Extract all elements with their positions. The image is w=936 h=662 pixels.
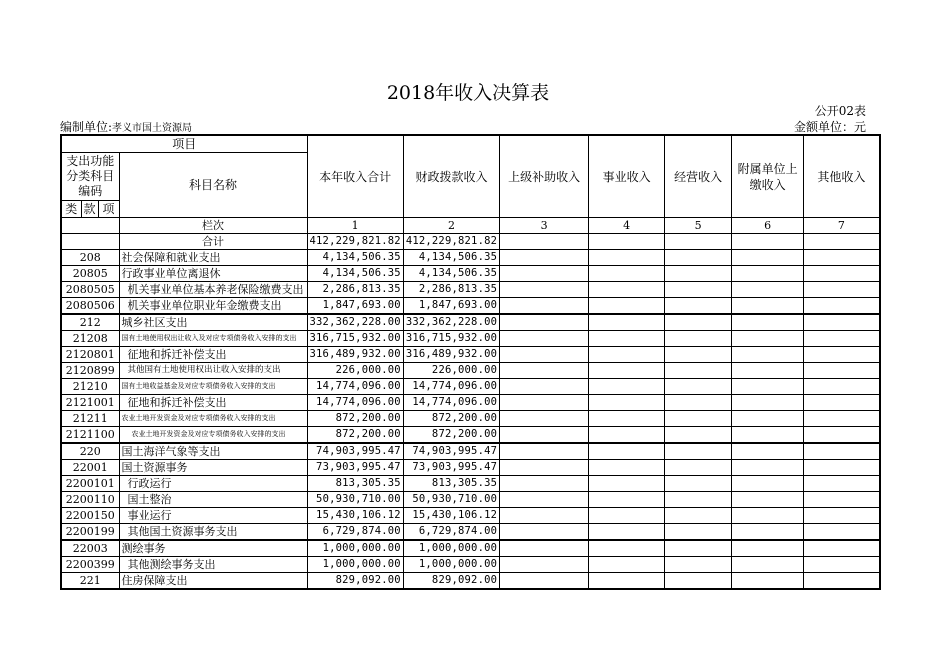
row-total-income: 50,930,710.00 — [307, 492, 403, 508]
column-number: 7 — [804, 218, 880, 234]
header-kuan: 款 — [81, 201, 98, 218]
row-total-income: 1,847,693.00 — [307, 298, 403, 315]
empty-cell — [589, 395, 665, 411]
row-subject-name: 行政运行 — [119, 476, 307, 492]
column-number: 4 — [589, 218, 665, 234]
empty-cell — [804, 524, 880, 541]
table-row — [61, 266, 880, 282]
table-row — [61, 508, 880, 524]
empty-cell — [732, 573, 804, 590]
empty-cell — [665, 557, 732, 573]
compiler-label: 编制单位: — [60, 120, 113, 134]
row-subject-name: 其他测绘事务支出 — [119, 557, 307, 573]
table-row — [61, 557, 880, 573]
row-total-income: 872,200.00 — [307, 427, 403, 444]
row-code: 208 — [61, 250, 119, 266]
empty-cell — [500, 557, 589, 573]
row-code: 2200199 — [61, 524, 119, 541]
column-number-label: 栏次 — [119, 218, 307, 234]
table-head — [61, 135, 880, 250]
row-total-income: 332,362,228.00 — [307, 314, 403, 331]
row-total-income: 226,000.00 — [307, 363, 403, 379]
empty-cell — [732, 234, 804, 250]
header-superior: 上级补助收入 — [500, 135, 589, 218]
empty-cell — [804, 282, 880, 298]
header-total-income: 本年收入合计 — [307, 135, 403, 218]
empty-cell — [500, 234, 589, 250]
row-subject-name: 测绘事务 — [119, 540, 307, 557]
empty-cell — [732, 298, 804, 315]
report-title: 2018年收入决算表 — [386, 82, 550, 104]
empty-cell — [732, 331, 804, 347]
empty-cell — [732, 250, 804, 266]
empty-cell — [732, 557, 804, 573]
header-operating: 经营收入 — [665, 135, 732, 218]
empty-cell — [665, 573, 732, 590]
row-code: 21208 — [61, 331, 119, 347]
row-code: 22001 — [61, 460, 119, 476]
row-fiscal-income: 50,930,710.00 — [403, 492, 499, 508]
empty-cell — [665, 347, 732, 363]
row-code: 2200101 — [61, 476, 119, 492]
empty-cell — [589, 234, 665, 250]
table-row — [61, 573, 880, 590]
empty-cell — [589, 282, 665, 298]
empty-cell — [500, 282, 589, 298]
column-number: 6 — [732, 218, 804, 234]
empty-cell — [589, 314, 665, 331]
table-row — [61, 282, 880, 298]
table-row — [61, 443, 880, 460]
empty-cell — [500, 508, 589, 524]
total-row-label: 合计 — [119, 234, 307, 250]
table-row — [61, 298, 880, 315]
row-code: 2080506 — [61, 298, 119, 315]
header-project: 项目 — [61, 135, 307, 153]
row-subject-name: 国土资源事务 — [119, 460, 307, 476]
compiler-org: 孝义市国土资源局 — [112, 123, 193, 134]
row-subject-name: 国土海洋气象等支出 — [119, 443, 307, 460]
row-subject-name: 国土整治 — [119, 492, 307, 508]
row-code: 21211 — [61, 411, 119, 427]
row-subject-name: 其他国土资源事务支出 — [119, 524, 307, 541]
row-subject-name: 其他国有土地使用权出让收入安排的支出 — [119, 363, 307, 379]
row-total-income: 14,774,096.00 — [307, 395, 403, 411]
table-body — [61, 250, 880, 590]
empty-cell — [732, 363, 804, 379]
empty-cell — [589, 250, 665, 266]
empty-cell — [589, 524, 665, 541]
empty-cell — [665, 508, 732, 524]
empty-cell — [732, 508, 804, 524]
table-row — [61, 411, 880, 427]
row-subject-name: 国有土地收益基金及对应专项债务收入安排的支出 — [119, 379, 307, 395]
empty-cell — [500, 379, 589, 395]
empty-cell — [804, 460, 880, 476]
empty-cell — [804, 347, 880, 363]
empty-cell — [804, 540, 880, 557]
row-total-income: 74,903,995.47 — [307, 443, 403, 460]
empty-cell — [665, 298, 732, 315]
row-subject-name: 征地和拆迁补偿支出 — [119, 395, 307, 411]
row-fiscal-income: 2,286,813.35 — [403, 282, 499, 298]
row-code: 2200110 — [61, 492, 119, 508]
row-code: 221 — [61, 573, 119, 590]
row-subject-name: 机关事业单位基本养老保险缴费支出 — [119, 282, 307, 298]
row-fiscal-income: 316,489,932.00 — [403, 347, 499, 363]
column-number: 2 — [403, 218, 499, 234]
table-row — [61, 427, 880, 444]
table-row — [61, 250, 880, 266]
empty-cell — [732, 443, 804, 460]
header-business: 事业收入 — [589, 135, 665, 218]
row-code: 20805 — [61, 266, 119, 282]
row-code: 22003 — [61, 540, 119, 557]
empty-cell — [589, 460, 665, 476]
row-fiscal-income: 813,305.35 — [403, 476, 499, 492]
empty-cell — [665, 427, 732, 444]
empty-cell — [732, 314, 804, 331]
empty-cell — [665, 266, 732, 282]
row-total-income: 14,774,096.00 — [307, 379, 403, 395]
row-total-income: 1,000,000.00 — [307, 557, 403, 573]
table-row — [61, 395, 880, 411]
empty-cell — [589, 573, 665, 590]
header-func-code: 支出功能分类科目编码 — [61, 153, 119, 201]
empty-cell — [804, 314, 880, 331]
empty-cell — [500, 492, 589, 508]
empty-cell — [665, 395, 732, 411]
table-row — [61, 524, 880, 541]
row-fiscal-income: 73,903,995.47 — [403, 460, 499, 476]
table-row — [61, 363, 880, 379]
empty-cell — [732, 347, 804, 363]
row-fiscal-income: 1,847,693.00 — [403, 298, 499, 315]
row-fiscal-income: 14,774,096.00 — [403, 379, 499, 395]
amount-unit: 金额单位：元 — [793, 120, 866, 134]
empty-cell — [732, 427, 804, 444]
empty-cell — [665, 331, 732, 347]
empty-cell — [665, 363, 732, 379]
row-fiscal-income: 6,729,874.00 — [403, 524, 499, 541]
row-subject-name: 事业运行 — [119, 508, 307, 524]
row-total-income: 4,134,506.35 — [307, 266, 403, 282]
row-total-income: 1,000,000.00 — [307, 540, 403, 557]
empty-cell — [665, 234, 732, 250]
header-fiscal: 财政拨款收入 — [403, 135, 499, 218]
empty-cell — [500, 250, 589, 266]
row-fiscal-income: 872,200.00 — [403, 427, 499, 444]
table-row — [61, 331, 880, 347]
empty-cell — [500, 443, 589, 460]
row-subject-name: 农业土地开发资金及对应专项债务收入安排的支出 — [119, 411, 307, 427]
empty-cell — [732, 460, 804, 476]
empty-cell — [804, 492, 880, 508]
row-fiscal-income: 1,000,000.00 — [403, 540, 499, 557]
row-fiscal-income: 15,430,106.12 — [403, 508, 499, 524]
empty-cell — [804, 508, 880, 524]
empty-cell — [804, 427, 880, 444]
row-code: 2200399 — [61, 557, 119, 573]
empty-cell — [500, 411, 589, 427]
row-code: 212 — [61, 314, 119, 331]
empty-cell — [732, 266, 804, 282]
row-fiscal-income: 14,774,096.00 — [403, 395, 499, 411]
empty-cell — [500, 347, 589, 363]
empty-cell — [665, 250, 732, 266]
row-subject-name: 征地和拆迁补偿支出 — [119, 347, 307, 363]
empty-cell — [732, 395, 804, 411]
empty-cell — [500, 266, 589, 282]
empty-cell — [665, 460, 732, 476]
empty-cell — [665, 411, 732, 427]
empty-cell — [804, 395, 880, 411]
row-subject-name: 国有土地使用权出让收入及对应专项债务收入安排的支出 — [119, 331, 307, 347]
empty-cell — [500, 573, 589, 590]
row-fiscal-income: 872,200.00 — [403, 411, 499, 427]
header-other: 其他收入 — [804, 135, 880, 218]
row-total-income: 15,430,106.12 — [307, 508, 403, 524]
empty-cell — [804, 250, 880, 266]
empty-cell — [500, 314, 589, 331]
header-xiang: 项 — [98, 201, 119, 218]
row-total-income: 813,305.35 — [307, 476, 403, 492]
empty-cell — [589, 411, 665, 427]
row-subject-name: 社会保障和就业支出 — [119, 250, 307, 266]
row-fiscal-income: 1,000,000.00 — [403, 557, 499, 573]
empty-cell — [589, 492, 665, 508]
empty-cell — [804, 379, 880, 395]
column-number-blank — [61, 218, 119, 234]
empty-cell — [732, 379, 804, 395]
empty-cell — [589, 508, 665, 524]
row-fiscal-income: 4,134,506.35 — [403, 250, 499, 266]
empty-cell — [500, 331, 589, 347]
empty-cell — [589, 266, 665, 282]
row-subject-name: 城乡社区支出 — [119, 314, 307, 331]
empty-cell — [665, 314, 732, 331]
empty-cell — [732, 282, 804, 298]
form-code: 公开02表 — [814, 104, 866, 118]
row-code: 2121001 — [61, 395, 119, 411]
row-total-income: 6,729,874.00 — [307, 524, 403, 541]
empty-cell — [804, 234, 880, 250]
empty-cell — [804, 266, 880, 282]
column-number: 3 — [500, 218, 589, 234]
empty-cell — [665, 379, 732, 395]
header-lei: 类 — [61, 201, 81, 218]
empty-cell — [665, 282, 732, 298]
empty-cell — [589, 427, 665, 444]
row-total-income: 316,489,932.00 — [307, 347, 403, 363]
table-row — [61, 460, 880, 476]
empty-cell — [804, 557, 880, 573]
table-row — [61, 347, 880, 363]
empty-cell — [732, 540, 804, 557]
empty-cell — [589, 298, 665, 315]
empty-cell — [804, 363, 880, 379]
empty-cell — [732, 524, 804, 541]
empty-cell — [804, 476, 880, 492]
empty-cell — [500, 395, 589, 411]
row-code: 2080505 — [61, 282, 119, 298]
row-fiscal-income: 4,134,506.35 — [403, 266, 499, 282]
empty-cell — [732, 476, 804, 492]
column-number: 1 — [307, 218, 403, 234]
empty-cell — [804, 443, 880, 460]
row-total-income: 829,092.00 — [307, 573, 403, 590]
empty-cell — [589, 379, 665, 395]
empty-cell — [589, 557, 665, 573]
empty-cell — [500, 476, 589, 492]
row-fiscal-income: 316,715,932.00 — [403, 331, 499, 347]
row-code: 2121100 — [61, 427, 119, 444]
empty-cell — [665, 524, 732, 541]
empty-cell — [500, 540, 589, 557]
row-code: 21210 — [61, 379, 119, 395]
row-fiscal-income: 74,903,995.47 — [403, 443, 499, 460]
empty-cell — [500, 363, 589, 379]
empty-cell — [589, 331, 665, 347]
row-fiscal-income: 829,092.00 — [403, 573, 499, 590]
header-affiliated: 附属单位上缴收入 — [732, 135, 804, 218]
row-subject-name: 住房保障支出 — [119, 573, 307, 590]
empty-cell — [804, 298, 880, 315]
header-subject-name: 科目名称 — [119, 153, 307, 218]
total-row-fiscal: 412,229,821.82 — [403, 234, 499, 250]
empty-cell — [589, 363, 665, 379]
row-code: 220 — [61, 443, 119, 460]
row-total-income: 73,903,995.47 — [307, 460, 403, 476]
empty-cell — [500, 524, 589, 541]
column-number: 5 — [665, 218, 732, 234]
total-row-total: 412,229,821.82 — [307, 234, 403, 250]
empty-cell — [500, 460, 589, 476]
row-total-income: 316,715,932.00 — [307, 331, 403, 347]
empty-cell — [804, 573, 880, 590]
row-total-income: 4,134,506.35 — [307, 250, 403, 266]
row-code: 2200150 — [61, 508, 119, 524]
row-fiscal-income: 332,362,228.00 — [403, 314, 499, 331]
table-row — [61, 314, 880, 331]
empty-cell — [589, 443, 665, 460]
empty-cell — [665, 443, 732, 460]
income-table — [60, 134, 881, 590]
empty-cell — [804, 331, 880, 347]
row-subject-name: 农业土地开发资金及对应专项债务收入安排的支出 — [119, 427, 307, 444]
empty-cell — [665, 540, 732, 557]
empty-cell — [589, 540, 665, 557]
empty-cell — [732, 411, 804, 427]
table-row — [61, 540, 880, 557]
row-total-income: 2,286,813.35 — [307, 282, 403, 298]
empty-cell — [665, 476, 732, 492]
row-code: 2120899 — [61, 363, 119, 379]
empty-cell — [665, 492, 732, 508]
empty-cell — [732, 492, 804, 508]
compiler-unit — [60, 118, 192, 135]
total-row-blank — [61, 234, 119, 250]
empty-cell — [589, 476, 665, 492]
empty-cell — [500, 427, 589, 444]
empty-cell — [500, 298, 589, 315]
table-row — [61, 492, 880, 508]
row-total-income: 872,200.00 — [307, 411, 403, 427]
row-subject-name: 行政事业单位离退休 — [119, 266, 307, 282]
table-row — [61, 476, 880, 492]
empty-cell — [804, 411, 880, 427]
empty-cell — [589, 347, 665, 363]
row-subject-name: 机关事业单位职业年金缴费支出 — [119, 298, 307, 315]
row-fiscal-income: 226,000.00 — [403, 363, 499, 379]
table-row — [61, 379, 880, 395]
row-code: 2120801 — [61, 347, 119, 363]
